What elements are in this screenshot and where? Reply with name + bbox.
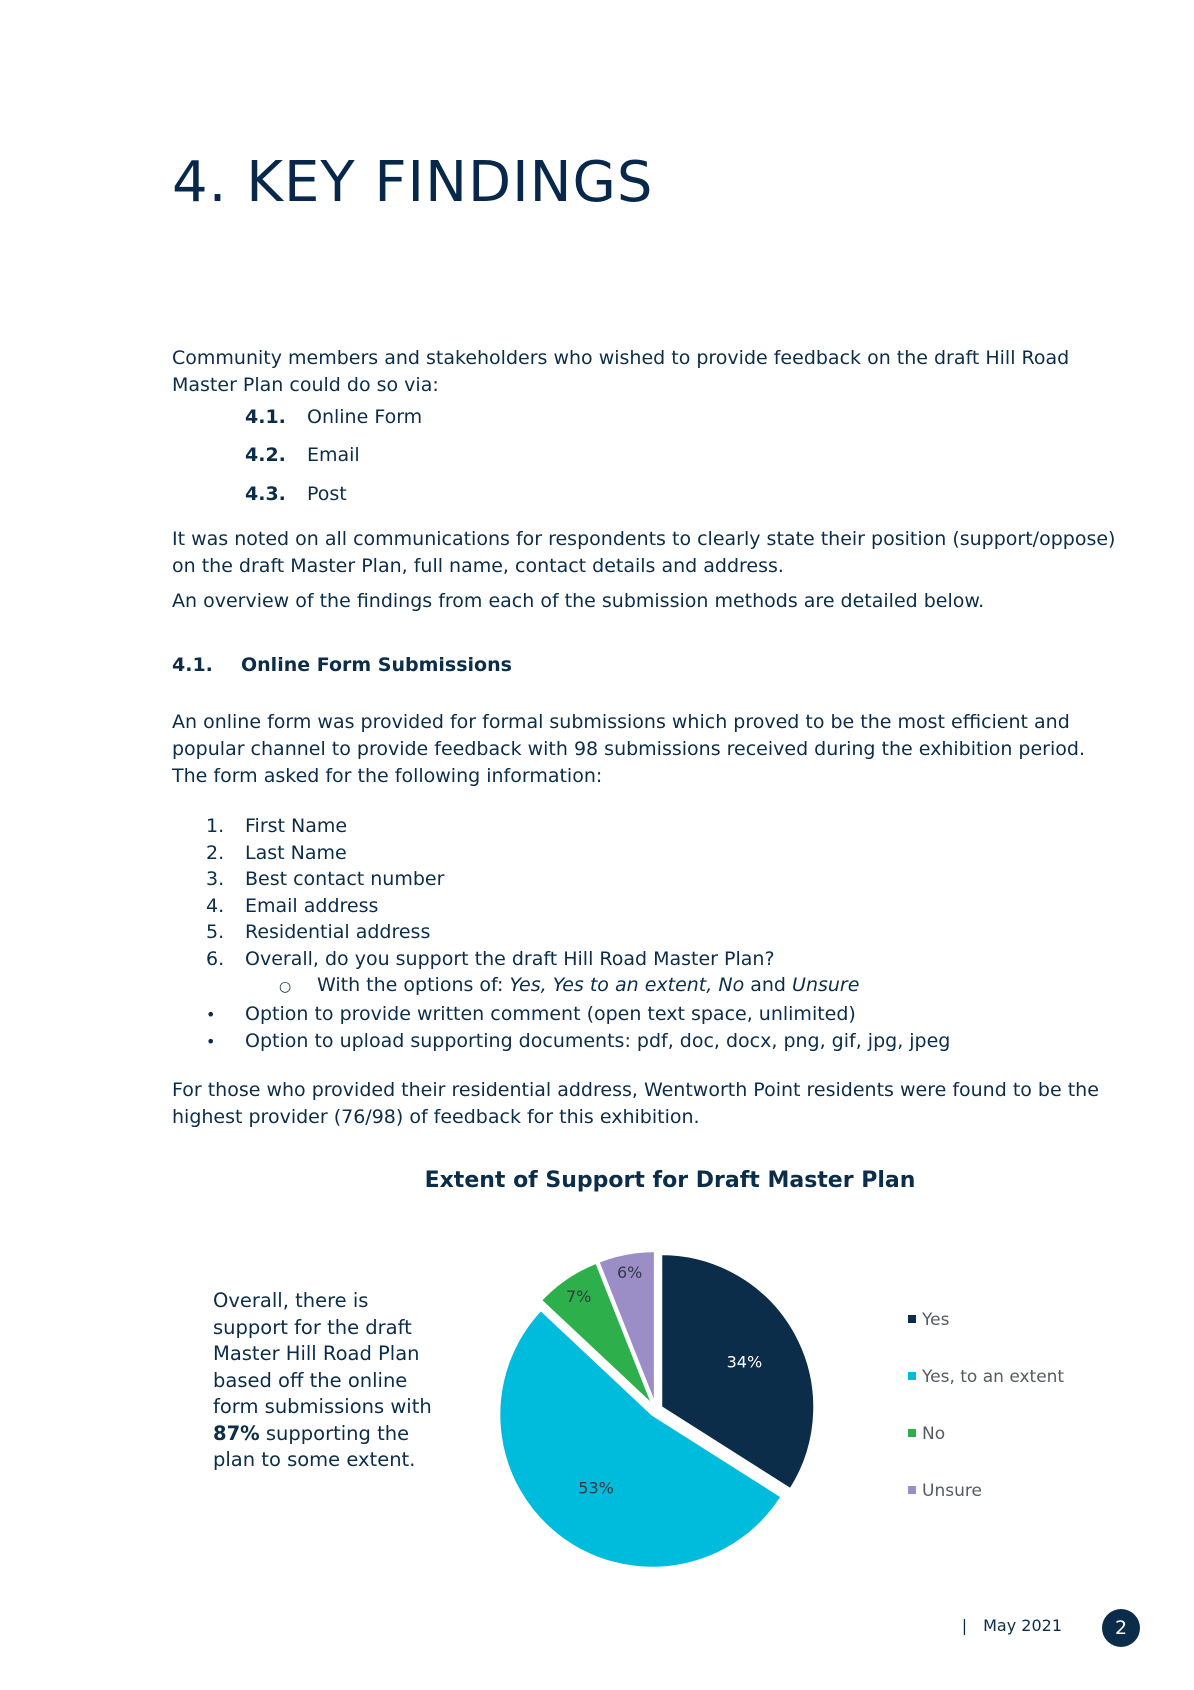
list-item-label: First Name [245, 815, 348, 837]
method-label: Online Form [307, 406, 423, 428]
method-number: 4.2. [245, 444, 286, 466]
footer-separator: | [961, 1616, 968, 1635]
legend-swatch [908, 1372, 916, 1380]
pie-data-label-unsure: 6% [616, 1262, 643, 1282]
method-label: Email [307, 444, 360, 466]
list-item-label: Last Name [245, 841, 347, 864]
legend-item-unsure [908, 1481, 982, 1501]
option-unsure: Unsure [792, 974, 860, 996]
pie-data-label-yes: 34% [726, 1352, 763, 1372]
callout-text-end: supporting the plan to some extent. [213, 1421, 416, 1471]
option-yes: Yes [509, 974, 541, 996]
intro-paragraph: Community members and stakeholders who wished to provide feedback on the draft Hill Road Master Plan could do so via: [172, 347, 1070, 396]
bullet-label: Option to provide written comment (open text space, unlimited) [245, 1002, 856, 1025]
method-number: 4.1. [245, 406, 286, 428]
legend-label: No [922, 1424, 946, 1444]
legend-label: Unsure [922, 1481, 982, 1501]
legend-item-no [908, 1424, 945, 1444]
pie-data-label-yes-to-an-extent: 53% [578, 1478, 614, 1498]
list-item-number: 3. [206, 868, 225, 890]
legend-label: Yes [922, 1310, 950, 1330]
callout-text: Overall, there is support for the draft Master Hill Road Plan based off the online form submissions with [213, 1289, 432, 1418]
option-separator: and [744, 974, 793, 996]
bullet-icon: • [206, 1004, 216, 1024]
note-paragraph: It was noted on all communications for respondents to clearly state their position (support/oppose) on the draft Master Plan, full name, contact details and address. [172, 528, 1116, 577]
page-number-badge: 2 [1102, 1609, 1140, 1647]
option-no: No [718, 974, 745, 996]
list-item-number: 4. [206, 894, 225, 917]
residents-paragraph: For those who provided their residential address, Wentworth Point residents were found to be the highest provider (76/98) of feedback for this exhibition. [172, 1079, 1099, 1128]
list-item-label: Overall, do you support the draft Hill Road Master Plan? [245, 947, 775, 970]
method-number: 4.3. [245, 483, 286, 505]
pie-data-label-no: 7% [565, 1287, 592, 1307]
callout-highlight: 87% [213, 1421, 260, 1445]
option-separator: , [540, 974, 553, 996]
list-item-number: 6. [206, 947, 225, 970]
method-label: Post [307, 483, 347, 505]
legend-swatch [908, 1315, 916, 1323]
bullet-icon: • [206, 1032, 216, 1051]
option-yes-to-extent: Yes to an extent [552, 974, 707, 996]
section-title: Online Form Submissions [241, 654, 512, 676]
legend-item-yes-to-an-extent [908, 1367, 1064, 1387]
legend-swatch [908, 1429, 916, 1437]
footer-date: May 2021 [983, 1616, 1062, 1635]
form-fields-intro: The form asked for the following information: [172, 765, 603, 787]
circle-bullet-icon: ○ [279, 979, 292, 995]
chart-title: Extent of Support for Draft Master Plan [424, 1168, 916, 1193]
list-item-number: 2. [206, 841, 225, 864]
list-item-label: Email address [245, 894, 379, 917]
section-number: 4.1. [172, 654, 213, 676]
online-form-text: An online form was provided for formal submissions which proved to be the most efficient and popular channel to provide feedback with 98 submissions received during the exhibition period. [172, 711, 1085, 760]
list-item-number: 5. [206, 921, 225, 943]
page-footer [962, 1616, 1062, 1635]
list-item-label: Best contact number [245, 868, 445, 890]
bullet-label: Option to upload supporting documents: pdf, doc, docx, png, gif, jpg, jpeg [245, 1030, 951, 1052]
legend-item-yes [908, 1310, 949, 1330]
option-separator: , [706, 974, 719, 996]
legend-label: Yes, to an extent [922, 1367, 1065, 1387]
legend-swatch [908, 1486, 916, 1494]
list-item-number: 1. [206, 815, 225, 837]
page-heading: 4. KEY FINDINGS [172, 150, 654, 215]
overview-paragraph: An overview of the findings from each of the submission methods are detailed below. [172, 590, 985, 612]
options-prefix: With the options of: [317, 974, 510, 996]
list-item-label: Residential address [245, 921, 431, 943]
